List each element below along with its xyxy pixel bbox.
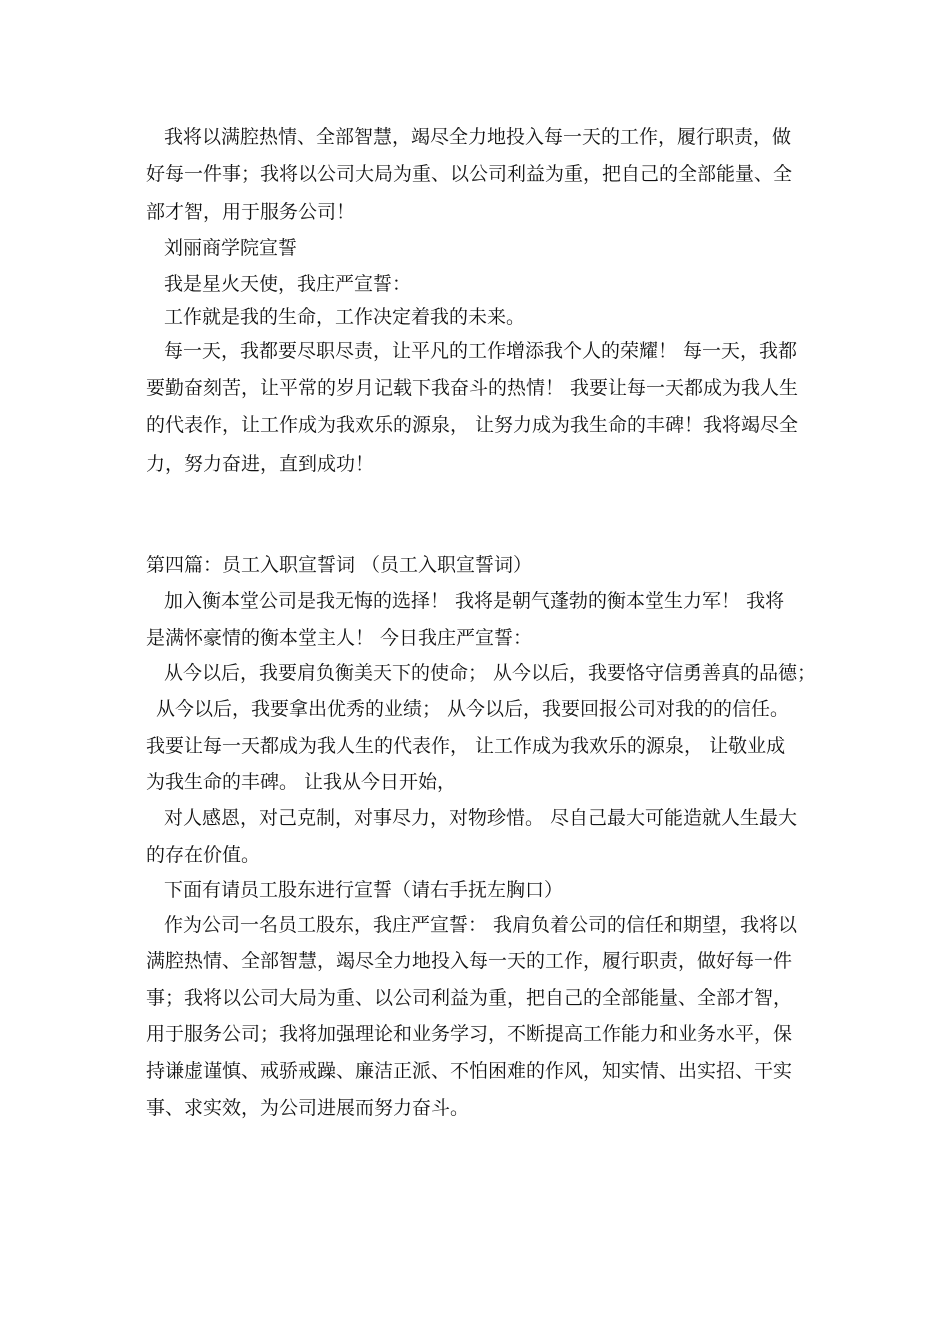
text-line: 作为公司一名员工股东，我庄严宣誓： 我肩负着公司的信任和期望，我将以 — [164, 914, 798, 936]
text-line: 从今以后，我要肩负衡美天下的使命； 从今以后，我要恪守信勇善真的品德； — [164, 662, 817, 684]
text-line: 对人感恩，对己克制，对事尽力，对物珍惜。 尽自己最大可能造就人生最大 — [164, 807, 798, 829]
text-line: 我要让每一天都成为我人生的代表作， 让工作成为我欢乐的源泉， 让敬业成 — [146, 735, 786, 757]
text-line: 部才智，用于服务公司！ — [146, 201, 356, 223]
text-line: 是满怀豪情的衡本堂主人！ 今日我庄严宣誓： — [146, 627, 533, 649]
text-line: 好每一件事；我将以公司大局为重、以公司利益为重，把自己的全部能量、全 — [146, 163, 793, 185]
text-line: 每一天，我都要尽职尽责，让平凡的工作增添我个人的荣耀！ 每一天，我都 — [164, 340, 798, 362]
text-line: 事、求实效，为公司进展而努力奋斗。 — [146, 1097, 470, 1119]
text-line: 我将以满腔热情、全部智慧，竭尽全力地投入每一天的工作，履行职责，做 — [164, 126, 792, 148]
text-line: 下面有请员工股东进行宣誓（请右手抚左胸口） — [164, 879, 564, 901]
text-line: 我是星火天使，我庄严宣誓： — [164, 273, 412, 295]
text-line: 持谦虚谨慎、戒骄戒躁、廉洁正派、不怕困难的作风，知实情、出实招、干实 — [146, 1060, 793, 1082]
text-line: 用于服务公司；我将加强理论和业务学习，不断提高工作能力和业务水平，保 — [146, 1023, 793, 1045]
section-heading: 刘丽商学院宣誓 — [164, 237, 298, 259]
chapter-heading: 第四篇：员工入职宣誓词 （员工入职宣誓词） — [146, 554, 533, 576]
text-line: 的存在价值。 — [146, 844, 261, 866]
text-line: 满腔热情、全部智慧，竭尽全力地投入每一天的工作，履行职责，做好每一件 — [146, 950, 793, 972]
text-line: 力，努力奋进，直到成功！ — [146, 453, 375, 475]
text-line: 要勤奋刻苦，让平常的岁月记载下我奋斗的热情！ 我要让每一天都成为我人生 — [146, 377, 799, 399]
text-line: 加入衡本堂公司是我无悔的选择！ 我将是朝气蓬勃的衡本堂生力军！ 我将 — [164, 590, 785, 612]
text-line: 的代表作，让工作成为我欢乐的源泉， 让努力成为我生命的丰碑！我将竭尽全 — [146, 414, 799, 436]
text-line: 工作就是我的生命，工作决定着我的未来。 — [164, 306, 526, 328]
text-line: 事；我将以公司大局为重、以公司利益为重，把自己的全部能量、全部才智， — [146, 987, 793, 1009]
text-line: 从今以后，我要拿出优秀的业绩； 从今以后，我要回报公司对我的的信任。 — [156, 698, 790, 720]
text-line: 为我生命的丰碑。 让我从今日开始， — [146, 771, 457, 793]
